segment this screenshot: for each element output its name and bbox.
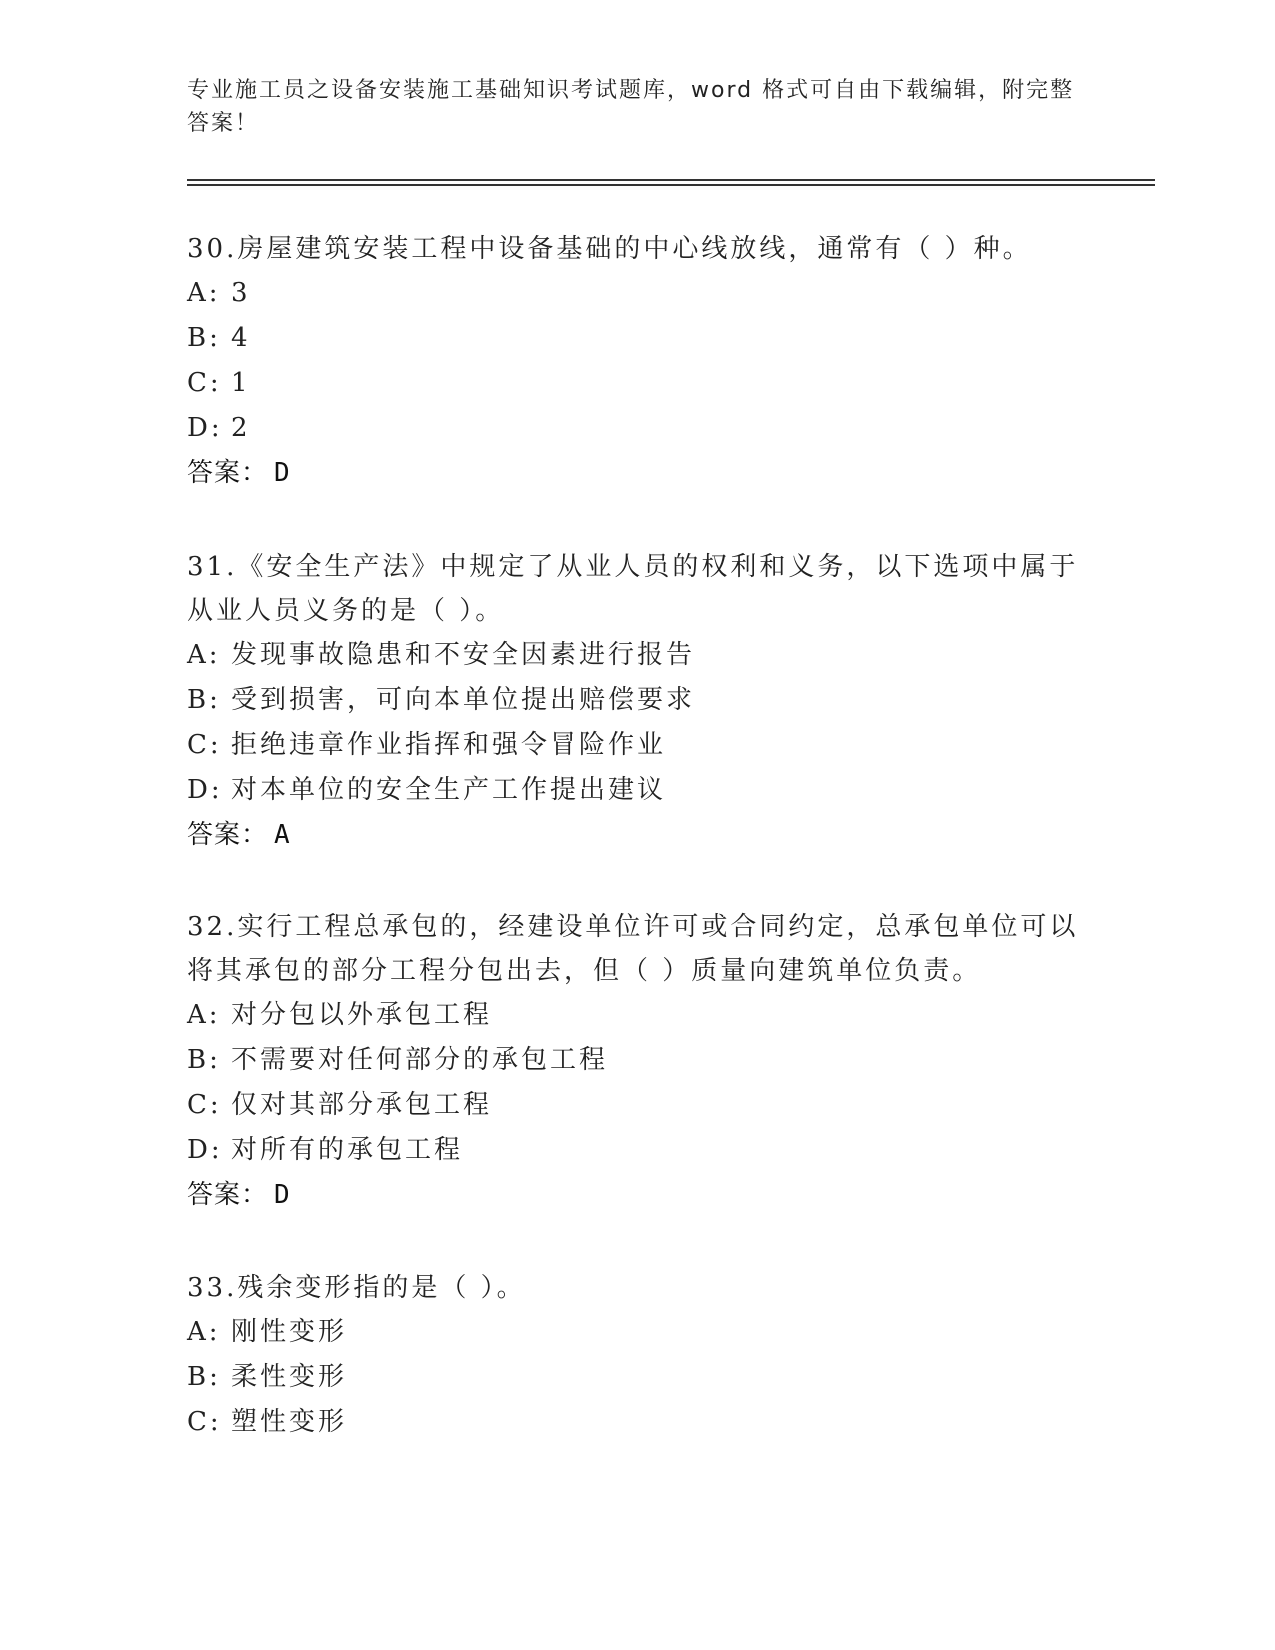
answer-line	[187, 813, 1087, 858]
answer-value: A	[274, 820, 292, 850]
option-b: B: 受到损害，可向本单位提出赔偿要求	[187, 685, 696, 715]
question-31	[187, 545, 1087, 858]
document-header: 专业施工员之设备安装施工基础知识考试题库，word 格式可自由下载编辑，附完整答案！	[187, 78, 1075, 136]
question-30	[187, 227, 1087, 496]
header-divider-bottom	[187, 184, 1155, 186]
question-32	[187, 905, 1087, 1218]
option-b: B: 柔性变形	[187, 1362, 348, 1392]
option-c: C: 仅对其部分承包工程	[187, 1090, 493, 1120]
option-d: D: 对本单位的安全生产工作提出建议	[187, 775, 667, 805]
answer-value: D	[274, 1180, 292, 1210]
answer-line	[187, 451, 1087, 496]
answer-label: 答案：	[187, 1180, 269, 1210]
option-a: A: 发现事故隐患和不安全因素进行报告	[187, 640, 696, 670]
option-d: D: 对所有的承包工程	[187, 1135, 464, 1165]
answer-value: D	[274, 458, 292, 488]
option-c: C: 塑性变形	[187, 1407, 348, 1437]
question-33	[187, 1266, 1087, 1445]
question-stem: 32.实行工程总承包的，经建设单位许可或合同约定，总承包单位可以将其承包的部分工程分包出去，但（ ）质量向建筑单位负责。	[187, 912, 1079, 986]
option-b: B: 4	[187, 323, 251, 353]
option-c: C: 1	[187, 368, 251, 398]
question-stem: 31.《安全生产法》中规定了从业人员的权利和义务，以下选项中属于从业人员义务的是（ ）。	[187, 552, 1079, 626]
answer-line	[187, 1173, 1087, 1218]
option-b: B: 不需要对任何部分的承包工程	[187, 1045, 609, 1075]
question-stem: 33.残余变形指的是（ ）。	[187, 1273, 526, 1303]
answer-label: 答案：	[187, 458, 269, 488]
option-a: A: 刚性变形	[187, 1317, 348, 1347]
header-divider-top	[187, 179, 1155, 181]
option-a: A: 3	[187, 278, 251, 308]
answer-label: 答案：	[187, 820, 269, 850]
option-a: A: 对分包以外承包工程	[187, 1000, 493, 1030]
option-c: C: 拒绝违章作业指挥和强令冒险作业	[187, 730, 667, 760]
option-d: D: 2	[187, 413, 251, 443]
question-stem: 30.房屋建筑安装工程中设备基础的中心线放线，通常有（ ）种。	[187, 234, 1032, 264]
